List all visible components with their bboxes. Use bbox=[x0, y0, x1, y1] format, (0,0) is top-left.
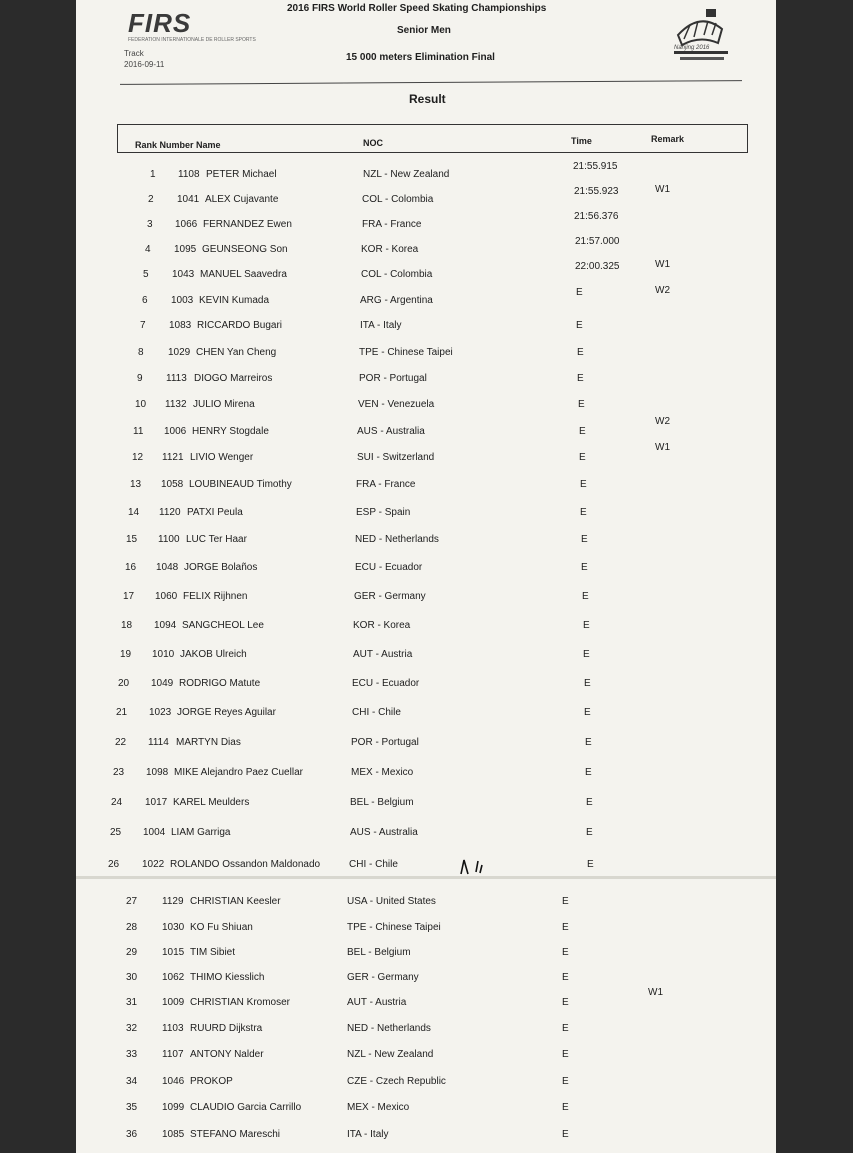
table-row bbox=[0, 1098, 853, 1118]
time-cell: E bbox=[579, 426, 586, 437]
rank-cell: 23 bbox=[113, 767, 125, 778]
rank-cell: 8 bbox=[138, 347, 144, 358]
table-row bbox=[0, 503, 853, 523]
number-cell: 1094 bbox=[154, 620, 177, 631]
table-row bbox=[0, 475, 853, 495]
time-cell: E bbox=[585, 767, 592, 778]
name-cell: CHRISTIAN Kromoser bbox=[190, 997, 291, 1008]
time-cell: E bbox=[584, 678, 591, 689]
number-cell: 1114 bbox=[148, 737, 169, 748]
rank-cell: 16 bbox=[125, 562, 137, 573]
col-noc: NOC bbox=[363, 138, 383, 148]
rank-cell: 36 bbox=[126, 1129, 138, 1140]
number-cell: 1100 bbox=[158, 534, 180, 545]
time-cell: E bbox=[579, 452, 586, 463]
time-cell: E bbox=[577, 347, 584, 358]
section-title: Result bbox=[409, 92, 446, 106]
table-row bbox=[0, 558, 853, 578]
rank-cell: 31 bbox=[126, 997, 138, 1008]
number-cell: 1003 bbox=[171, 295, 194, 306]
table-row bbox=[0, 918, 853, 938]
rank-cell: 13 bbox=[130, 479, 142, 490]
noc-cell: AUT - Austria bbox=[353, 649, 413, 660]
remark-cell: W2 bbox=[655, 285, 670, 296]
table-row bbox=[0, 616, 853, 636]
number-cell: 1060 bbox=[155, 591, 178, 602]
time-cell: E bbox=[580, 507, 587, 518]
table-row bbox=[0, 793, 853, 813]
number-cell: 1085 bbox=[162, 1129, 185, 1140]
name-cell: PETER Michael bbox=[206, 169, 277, 180]
table-row bbox=[0, 211, 853, 235]
name-cell: LOUBINEAUD Timothy bbox=[189, 479, 292, 490]
time-cell: E bbox=[562, 1023, 569, 1034]
table-row bbox=[0, 943, 853, 963]
noc-cell: COL - Colombia bbox=[362, 194, 434, 205]
event-logo-text: Nanjing 2016 bbox=[674, 45, 710, 51]
number-cell: 1103 bbox=[162, 1023, 184, 1034]
time-cell: E bbox=[576, 287, 583, 298]
number-cell: 1058 bbox=[161, 479, 184, 490]
table-row bbox=[0, 987, 853, 1013]
noc-cell: USA - United States bbox=[347, 896, 436, 907]
table-row bbox=[0, 674, 853, 694]
table-header bbox=[117, 124, 748, 153]
rank-cell: 3 bbox=[147, 219, 153, 230]
rank-cell: 6 bbox=[142, 295, 148, 306]
number-cell: 1017 bbox=[145, 797, 168, 808]
table-row bbox=[0, 285, 853, 311]
firs-logo bbox=[128, 8, 264, 42]
rank-cell: 26 bbox=[108, 859, 120, 870]
name-cell: LUC Ter Haar bbox=[186, 534, 247, 545]
number-cell: 1043 bbox=[172, 269, 195, 280]
noc-cell: GER - Germany bbox=[354, 591, 426, 602]
name-cell: GEUNSEONG Son bbox=[202, 244, 288, 255]
col-remark: Remark bbox=[651, 134, 685, 144]
name-cell: JORGE Bolaños bbox=[184, 562, 258, 573]
table-row bbox=[0, 1125, 853, 1145]
name-cell: HENRY Stogdale bbox=[192, 426, 269, 437]
noc-cell: TPE - Chinese Taipei bbox=[359, 347, 453, 358]
number-cell: 1107 bbox=[162, 1049, 184, 1060]
name-cell: JULIO Mirena bbox=[193, 399, 255, 410]
rank-cell: 27 bbox=[126, 896, 138, 907]
noc-cell: ECU - Ecuador bbox=[352, 678, 420, 689]
name-cell: FELIX Rijhnen bbox=[183, 591, 248, 602]
number-cell: 1029 bbox=[168, 347, 191, 358]
time-cell: 21:56.376 bbox=[574, 211, 619, 222]
number-cell: 1098 bbox=[146, 767, 169, 778]
table-row bbox=[0, 416, 853, 442]
noc-cell: SUI - Switzerland bbox=[357, 452, 435, 463]
name-cell: THIMO Kiesslich bbox=[190, 972, 265, 983]
rank-cell: 11 bbox=[133, 426, 144, 437]
name-cell: KO Fu Shiuan bbox=[190, 922, 253, 933]
table-row bbox=[0, 236, 853, 260]
time-cell: E bbox=[577, 373, 584, 384]
time-cell: E bbox=[562, 1129, 569, 1140]
noc-cell: VEN - Venezuela bbox=[358, 399, 435, 410]
number-cell: 1046 bbox=[162, 1076, 185, 1087]
noc-cell: ITA - Italy bbox=[360, 320, 402, 331]
noc-cell: FRA - France bbox=[356, 479, 416, 490]
time-cell: E bbox=[581, 562, 588, 573]
table-row bbox=[0, 587, 853, 607]
handwritten-mark bbox=[458, 856, 494, 876]
name-cell: MIKE Alejandro Paez Cuellar bbox=[174, 767, 303, 778]
number-cell: 1066 bbox=[175, 219, 198, 230]
rank-cell: 9 bbox=[137, 373, 143, 384]
rank-cell: 10 bbox=[135, 399, 147, 410]
name-cell: KAREL Meulders bbox=[173, 797, 250, 808]
noc-cell: NED - Netherlands bbox=[347, 1023, 431, 1034]
noc-cell: KOR - Korea bbox=[361, 244, 419, 255]
table-row bbox=[0, 733, 853, 753]
col-time: Time bbox=[571, 136, 592, 146]
number-cell: 1132 bbox=[165, 399, 187, 410]
number-cell: 1022 bbox=[142, 859, 165, 870]
name-cell: PATXI Peula bbox=[187, 507, 243, 518]
number-cell: 1023 bbox=[149, 707, 172, 718]
number-cell: 1004 bbox=[143, 827, 166, 838]
remark-cell: W1 bbox=[655, 184, 670, 195]
name-cell: RUURD Dijkstra bbox=[190, 1023, 263, 1034]
noc-cell: BEL - Belgium bbox=[347, 947, 411, 958]
name-cell: STEFANO Mareschi bbox=[190, 1129, 281, 1140]
rank-cell: 15 bbox=[126, 534, 138, 545]
time-cell: E bbox=[562, 972, 569, 983]
name-cell: CLAUDIO Garcia Carrillo bbox=[190, 1102, 302, 1113]
table-row bbox=[0, 1019, 853, 1039]
rank-cell: 20 bbox=[118, 678, 130, 689]
table-row bbox=[0, 892, 853, 912]
number-cell: 1041 bbox=[177, 194, 200, 205]
rank-cell: 32 bbox=[126, 1023, 138, 1034]
rank-cell: 14 bbox=[128, 507, 140, 518]
remark-cell: W1 bbox=[648, 987, 663, 998]
rank-cell: 7 bbox=[140, 320, 146, 331]
noc-cell: TPE - Chinese Taipei bbox=[347, 922, 441, 933]
number-cell: 1120 bbox=[159, 507, 181, 518]
name-cell: JORGE Reyes Aguilar bbox=[177, 707, 276, 718]
name-cell: RODRIGO Matute bbox=[179, 678, 261, 689]
name-cell: MARTYN Dias bbox=[176, 737, 241, 748]
name-cell: ANTONY Nalder bbox=[190, 1049, 264, 1060]
name-cell: ROLANDO Ossandon Maldonado bbox=[170, 859, 321, 870]
time-cell: 21:57.000 bbox=[575, 236, 620, 247]
time-cell: 21:55.923 bbox=[574, 186, 619, 197]
rank-cell: 35 bbox=[126, 1102, 138, 1113]
name-cell: LIAM Garriga bbox=[171, 827, 231, 838]
noc-cell: NZL - New Zealand bbox=[347, 1049, 434, 1060]
rank-cell: 29 bbox=[126, 947, 138, 958]
time-cell: E bbox=[583, 649, 590, 660]
table-row bbox=[0, 343, 853, 363]
remark-cell: W1 bbox=[655, 442, 670, 453]
time-cell: E bbox=[580, 479, 587, 490]
remark-cell: W1 bbox=[655, 259, 670, 270]
nanjing-event-logo bbox=[660, 5, 740, 69]
table-row bbox=[0, 442, 853, 468]
rank-cell: 18 bbox=[121, 620, 133, 631]
table-row bbox=[0, 1072, 853, 1092]
rank-cell: 17 bbox=[123, 591, 135, 602]
time-cell: E bbox=[578, 399, 585, 410]
table-row bbox=[0, 395, 853, 415]
name-cell: SANGCHEOL Lee bbox=[182, 620, 264, 631]
number-cell: 1121 bbox=[162, 452, 184, 463]
time-cell: 22:00.325 bbox=[575, 261, 620, 272]
noc-cell: NED - Netherlands bbox=[355, 534, 439, 545]
number-cell: 1099 bbox=[162, 1102, 185, 1113]
time-cell: E bbox=[587, 859, 594, 870]
name-cell: TIM Sibiet bbox=[190, 947, 236, 958]
noc-cell: CHI - Chile bbox=[349, 859, 398, 870]
number-cell: 1062 bbox=[162, 972, 185, 983]
firs-logo-subtext: FEDERATION INTERNATIONALE DE ROLLER SPORTS bbox=[128, 37, 256, 43]
time-cell: E bbox=[583, 620, 590, 631]
noc-cell: ECU - Ecuador bbox=[355, 562, 423, 573]
noc-cell: COL - Colombia bbox=[361, 269, 433, 280]
name-cell: PROKOP bbox=[190, 1076, 233, 1087]
noc-cell: AUS - Australia bbox=[350, 827, 418, 838]
table-row bbox=[0, 369, 853, 389]
table-row bbox=[0, 316, 853, 336]
noc-cell: AUS - Australia bbox=[357, 426, 425, 437]
noc-cell: ARG - Argentina bbox=[360, 295, 433, 306]
table-row bbox=[0, 530, 853, 550]
number-cell: 1015 bbox=[162, 947, 185, 958]
noc-cell: GER - Germany bbox=[347, 972, 419, 983]
noc-cell: POR - Portugal bbox=[359, 373, 427, 384]
table-row bbox=[0, 259, 853, 285]
number-cell: 1030 bbox=[162, 922, 185, 933]
time-cell: E bbox=[576, 320, 583, 331]
name-cell: LIVIO Wenger bbox=[190, 452, 254, 463]
discipline-label: Track bbox=[124, 49, 144, 58]
rank-cell: 4 bbox=[145, 244, 151, 255]
number-cell: 1083 bbox=[169, 320, 192, 331]
rank-cell: 21 bbox=[116, 707, 128, 718]
rank-cell: 34 bbox=[126, 1076, 138, 1087]
table-row bbox=[0, 161, 853, 185]
time-cell: 21:55.915 bbox=[573, 161, 618, 172]
table-row bbox=[0, 823, 853, 843]
time-cell: E bbox=[586, 827, 593, 838]
rank-cell: 22 bbox=[115, 737, 127, 748]
rank-cell: 24 bbox=[111, 797, 123, 808]
number-cell: 1009 bbox=[162, 997, 185, 1008]
number-cell: 1006 bbox=[164, 426, 187, 437]
championship-title: 2016 FIRS World Roller Speed Skating Championships bbox=[287, 3, 547, 14]
rank-cell: 33 bbox=[126, 1049, 138, 1060]
remark-cell: W2 bbox=[655, 416, 670, 427]
time-cell: E bbox=[562, 947, 569, 958]
name-cell: ALEX Cujavante bbox=[205, 194, 279, 205]
rank-cell: 28 bbox=[126, 922, 138, 933]
noc-cell: MEX - Mexico bbox=[347, 1102, 410, 1113]
table-row bbox=[0, 703, 853, 723]
number-cell: 1113 bbox=[166, 373, 187, 384]
table-row bbox=[0, 968, 853, 988]
event-date: 2016-09-11 bbox=[124, 60, 165, 69]
time-cell: E bbox=[562, 1102, 569, 1113]
rank-cell: 30 bbox=[126, 972, 138, 983]
noc-cell: CHI - Chile bbox=[352, 707, 401, 718]
name-cell: RICCARDO Bugari bbox=[197, 320, 283, 331]
name-cell: JAKOB Ulreich bbox=[180, 649, 247, 660]
time-cell: E bbox=[584, 707, 591, 718]
time-cell: E bbox=[562, 1049, 569, 1060]
rank-cell: 1 bbox=[150, 169, 156, 180]
col-rank-number-name: Rank Number Name bbox=[135, 140, 221, 150]
time-cell: E bbox=[562, 997, 569, 1008]
rank-cell: 25 bbox=[110, 827, 122, 838]
noc-cell: MEX - Mexico bbox=[351, 767, 414, 778]
page-fold bbox=[76, 876, 776, 879]
noc-cell: BEL - Belgium bbox=[350, 797, 414, 808]
noc-cell: AUT - Austria bbox=[347, 997, 407, 1008]
time-cell: E bbox=[582, 591, 589, 602]
firs-logo-text: FIRS bbox=[128, 8, 192, 38]
number-cell: 1010 bbox=[152, 649, 175, 660]
name-cell: DIOGO Marreiros bbox=[194, 373, 273, 384]
rank-cell: 19 bbox=[120, 649, 132, 660]
name-cell: FERNANDEZ Ewen bbox=[203, 219, 292, 230]
noc-cell: FRA - France bbox=[362, 219, 422, 230]
table-row bbox=[0, 645, 853, 665]
rank-cell: 12 bbox=[132, 452, 144, 463]
noc-cell: POR - Portugal bbox=[351, 737, 419, 748]
table-row bbox=[0, 763, 853, 783]
rank-cell: 5 bbox=[143, 269, 149, 280]
name-cell: MANUEL Saavedra bbox=[200, 269, 287, 280]
noc-cell: ESP - Spain bbox=[356, 507, 411, 518]
table-row bbox=[0, 855, 853, 875]
noc-cell: NZL - New Zealand bbox=[363, 169, 450, 180]
table-row bbox=[0, 1045, 853, 1065]
event-name: 15 000 meters Elimination Final bbox=[346, 52, 495, 63]
time-cell: E bbox=[562, 1076, 569, 1087]
number-cell: 1095 bbox=[174, 244, 197, 255]
number-cell: 1129 bbox=[162, 896, 184, 907]
noc-cell: KOR - Korea bbox=[353, 620, 411, 631]
noc-cell: ITA - Italy bbox=[347, 1129, 389, 1140]
noc-cell: CZE - Czech Republic bbox=[347, 1076, 446, 1087]
number-cell: 1049 bbox=[151, 678, 174, 689]
name-cell: KEVIN Kumada bbox=[199, 295, 270, 306]
time-cell: E bbox=[585, 737, 592, 748]
name-cell: CHRISTIAN Keesler bbox=[190, 896, 281, 907]
number-cell: 1048 bbox=[156, 562, 179, 573]
number-cell: 1108 bbox=[178, 169, 200, 180]
category-label: Senior Men bbox=[397, 25, 451, 36]
time-cell: E bbox=[562, 896, 569, 907]
rank-cell: 2 bbox=[148, 194, 154, 205]
time-cell: E bbox=[586, 797, 593, 808]
name-cell: CHEN Yan Cheng bbox=[196, 347, 277, 358]
time-cell: E bbox=[562, 922, 569, 933]
time-cell: E bbox=[581, 534, 588, 545]
table-row bbox=[0, 184, 853, 210]
